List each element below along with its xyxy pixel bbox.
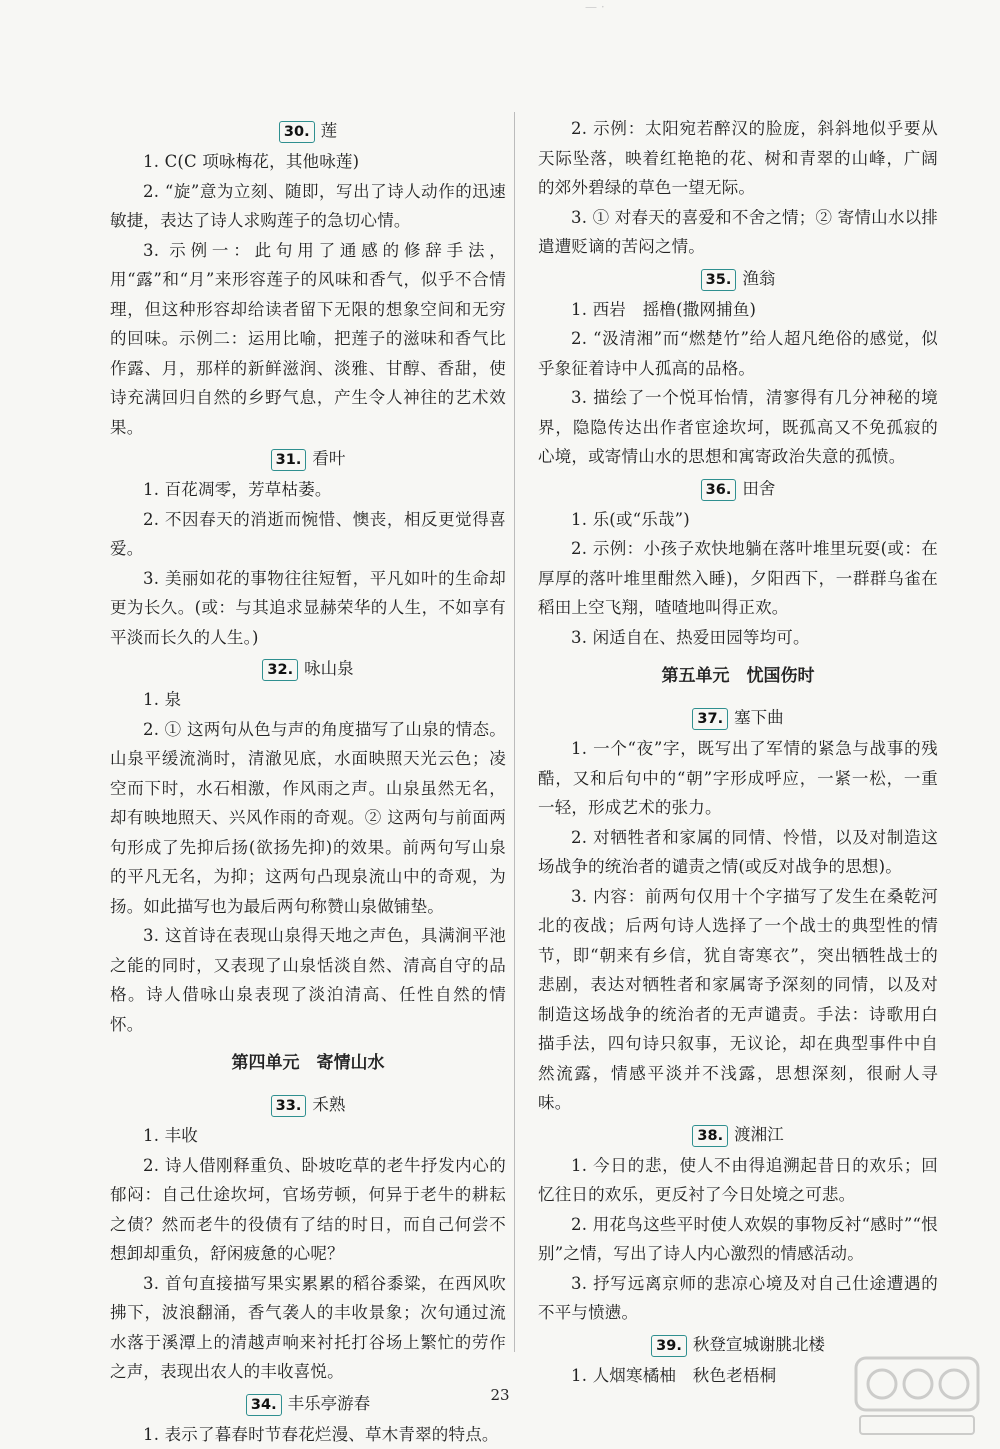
answer-paragraph: 3. 内容：前两句仅用十个字描写了发生在桑乾河北的夜战；后两句诗人选择了一个战士的典型性的情节，即“朝来有乡信，犹自寄寒衣”，突出牺牲战士的悲剧，表达对牺牲者和家属寄予深刻的同情，以及对制造这场战争的统治者的无声谴责。手法：诗歌用白描手法，四句诗只叙事，无议论，却在典型事件中自然流露，情感平淡并不浅露，思想深刻，很耐人寻味。 <box>538 882 938 1118</box>
section-title: 秋登宣城谢朓北楼 <box>693 1335 825 1354</box>
right-column <box>538 114 938 1390</box>
section-title: 莲 <box>321 121 338 140</box>
section-title: 咏山泉 <box>304 659 354 678</box>
answer-paragraph: 3. 示例一：此句用了通感的修辞手法，用“露”和“月”来形容莲子的风味和香气，似乎不合情理，但这种形容却给读者留下无限的想象空间和无穷的回味。示例二：运用比喻，把莲子的滋味和香气比作露、月，那样的新鲜滋润、淡雅、甘醇、香甜，使诗充满回归自然的乡野气息，产生令人神往的艺术效果。 <box>110 236 506 443</box>
left-column <box>110 114 506 1449</box>
top-smudge: — · <box>585 0 605 14</box>
answer-paragraph: 1. 乐(或“乐哉”) <box>538 505 938 535</box>
section-number-box: 35. <box>701 269 737 291</box>
answer-paragraph: 3. 首句直接描写果实累累的稻谷黍粱，在西风吹拂下，波浪翻涌，香气袭人的丰收景象；次句通过流水落于溪潭上的清越声响来衬托打谷场上繁忙的劳作之声，表现出农人的丰收喜悦。 <box>110 1269 506 1387</box>
answer-paragraph: 1. C(C 项咏梅花，其他咏莲) <box>110 147 506 177</box>
section-heading-37 <box>538 701 938 734</box>
section-number-box: 31. <box>271 449 307 471</box>
answer-paragraph: 1. 泉 <box>110 685 506 715</box>
answer-paragraph: 3. 描绘了一个悦耳怡情，清寥得有几分神秘的境界，隐隐传达出作者宦途坎坷，既孤高又不免孤寂的心境，或寄情山水的思想和寓寄政治失意的孤愤。 <box>538 383 938 472</box>
answer-paragraph: 2. “汲清湘”而“燃楚竹”给人超凡绝俗的感觉，似乎象征着诗中人孤高的品格。 <box>538 324 938 383</box>
answer-paragraph: 2. “旋”意为立刻、随即，写出了诗人动作的迅速敏捷，表达了诗人求购莲子的急切心情。 <box>110 177 506 236</box>
watermark-logo <box>852 1354 982 1440</box>
section-title: 塞下曲 <box>734 708 784 727</box>
section-title: 田舍 <box>742 479 775 498</box>
section-number-box: 37. <box>692 708 728 730</box>
section-number-box: 32. <box>262 659 298 681</box>
answer-paragraph: 2. 示例：小孩子欢快地躺在落叶堆里玩耍(或：在厚厚的落叶堆里酣然入睡)，夕阳西下，一群群乌雀在稻田上空飞翔，喳喳地叫得正欢。 <box>538 534 938 623</box>
section-number-box: 33. <box>271 1095 307 1117</box>
page-number: 23 <box>0 1386 1000 1404</box>
section-heading-32 <box>110 652 506 685</box>
section-heading-38 <box>538 1118 938 1151</box>
section-heading-33 <box>110 1088 506 1121</box>
section-title: 丰乐亭游春 <box>288 1394 371 1413</box>
section-number-box: 36. <box>701 479 737 501</box>
section-number-box: 30. <box>279 121 315 143</box>
answer-paragraph: 2. 不因春天的消逝而惋惜、懊丧，相反更觉得喜爱。 <box>110 505 506 564</box>
unit-title-5: 第五单元 忧国伤时 <box>538 660 938 693</box>
section-title: 渔翁 <box>742 269 775 288</box>
answer-paragraph: 1. 表示了暮春时节春花烂漫、草木青翠的特点。 <box>110 1420 506 1449</box>
answer-paragraph: 3. 抒写远离京师的悲凉心境及对自己仕途遭遇的不平与愤懑。 <box>538 1269 938 1328</box>
answer-paragraph: 2. ① 这两句从色与声的角度描写了山泉的情态。山泉平缓流淌时，清澈见底，水面映照天光云色；凌空而下时，水石相激，作风雨之声。山泉虽然无名，却有映地照天、兴风作雨的奇观。② 这两句与前面两句形成了先抑后扬(欲扬先抑)的效果。前两句写山泉的平凡无名，为抑；这两句凸现泉流山中的奇观，为扬。如此描写也为最后两句称赞山泉做铺垫。 <box>110 715 506 922</box>
section-heading-30 <box>110 114 506 147</box>
section-heading-36 <box>538 472 938 505</box>
answer-paragraph: 2. 用花鸟这些平时使人欢娱的事物反衬“感时”“恨别”之情，写出了诗人内心激烈的情感活动。 <box>538 1210 938 1269</box>
answer-paragraph: 2. 示例：太阳宛若醉汉的脸庞，斜斜地似乎要从天际坠落，映着红艳艳的花、树和青翠的山峰，广阔的郊外碧绿的草色一望无际。 <box>538 114 938 203</box>
section-number-box: 39. <box>651 1335 687 1357</box>
unit-title-4: 第四单元 寄情山水 <box>110 1047 506 1080</box>
answer-paragraph: 3. ① 对春天的喜爱和不舍之情；② 寄情山水以排遣遭贬谪的苦闷之情。 <box>538 203 938 262</box>
section-title: 渡湘江 <box>734 1125 784 1144</box>
answer-paragraph: 1. 人烟寒橘柚 秋色老梧桐 <box>538 1361 938 1391</box>
answer-paragraph: 3. 闲适自在、热爱田园等均可。 <box>538 623 938 653</box>
answer-paragraph: 1. 今日的悲，使人不由得追溯起昔日的欢乐；回忆往日的欢乐，更反衬了今日处境之可悲。 <box>538 1151 938 1210</box>
answer-paragraph: 3. 美丽如花的事物往往短暂，平凡如叶的生命却更为长久。(或：与其追求显赫荣华的人生，不如享有平淡而长久的人生。) <box>110 564 506 653</box>
section-heading-35 <box>538 262 938 295</box>
section-number-box: 38. <box>692 1125 728 1147</box>
section-number-box: 34. <box>246 1394 282 1416</box>
answer-paragraph: 2. 对牺牲者和家属的同情、怜惜，以及对制造这场战争的统治者的谴责之情(或反对战争的思想)。 <box>538 823 938 882</box>
answer-paragraph: 1. 西岩 摇橹(撒网捕鱼) <box>538 295 938 325</box>
answer-paragraph: 3. 这首诗在表现山泉得天地之声色，具满涧平池之能的同时，又表现了山泉恬淡自然、清高自守的品格。诗人借咏山泉表现了淡泊清高、任性自然的情怀。 <box>110 921 506 1039</box>
answer-paragraph: 2. 诗人借刚释重负、卧坡吃草的老牛抒发内心的郁闷：自己仕途坎坷，官场劳顿，何异于老牛的耕耘之债？然而老牛的役债有了结的时日，而自己何尝不想卸却重负，舒闲疲惫的心呢？ <box>110 1151 506 1269</box>
section-title: 看叶 <box>312 449 345 468</box>
answer-paragraph: 1. 百花凋零，芳草枯萎。 <box>110 475 506 505</box>
section-heading-31 <box>110 442 506 475</box>
column-divider <box>514 112 515 1352</box>
answer-paragraph: 1. 一个“夜”字，既写出了军情的紧急与战事的残酷，又和后句中的“朝”字形成呼应，一紧一松，一重一轻，形成艺术的张力。 <box>538 734 938 823</box>
section-title: 禾熟 <box>312 1095 345 1114</box>
answer-paragraph: 1. 丰收 <box>110 1121 506 1151</box>
